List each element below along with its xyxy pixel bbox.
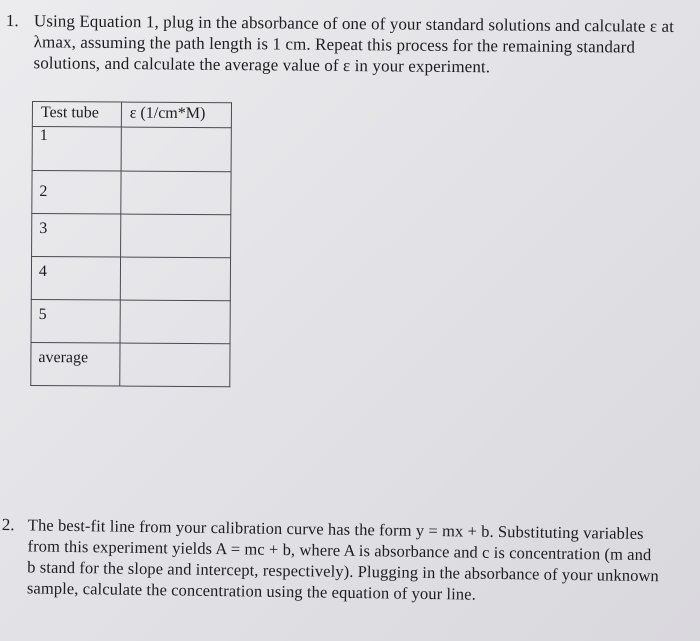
row-label: 3 — [39, 220, 48, 238]
table-row — [31, 299, 230, 343]
row-label-cell — [32, 171, 121, 215]
question-1-number: 1. — [5, 11, 19, 31]
epsilon-value-cell[interactable] — [121, 127, 231, 172]
question-2-text: The best-fit line from your calibration curve has the form y = mx + b. Substituting variables from this experiment yields A = mc + b, where A is absorbance and c is concentration (m and b stand for the slope and intercept, respectively). Plugging in the absorbance of your unknown sample, calculate the concentration using the equation of your line. — [26, 515, 659, 604]
epsilon-value-cell[interactable] — [120, 214, 230, 258]
question-2 — [0, 514, 660, 607]
question-2-number: 2. — [1, 515, 15, 535]
row-label: average — [38, 349, 89, 367]
row-label-cell — [31, 342, 120, 386]
header-test-tube: Test tube — [32, 102, 121, 128]
row-label-cell — [31, 299, 120, 343]
epsilon-average-cell[interactable] — [120, 343, 230, 387]
epsilon-value-cell[interactable] — [121, 171, 231, 215]
question-1 — [0, 10, 694, 79]
table-row — [32, 214, 231, 258]
row-label-cell — [32, 214, 121, 258]
epsilon-value-cell[interactable] — [120, 257, 230, 301]
epsilon-value-cell[interactable] — [120, 300, 230, 344]
absorptivity-table — [30, 101, 232, 387]
table-row — [31, 342, 230, 386]
row-label: 1 — [39, 127, 48, 145]
table-row — [32, 171, 231, 215]
row-label-cell — [32, 127, 121, 172]
table-header-row — [32, 102, 231, 128]
table-row — [32, 127, 231, 172]
row-label: 2 — [39, 183, 48, 201]
row-label-cell — [31, 257, 120, 301]
table-row — [31, 257, 230, 301]
row-label: 4 — [38, 263, 48, 281]
question-1-text: Using Equation 1, plug in the absorbance of one of your standard solutions and calculate ε at λmax, assuming the path length is 1 cm. Repeat this process for the remaining standard solutions, and calculate the average value of ε in your experiment. — [33, 11, 675, 77]
header-epsilon: ε (1/cm*M) — [121, 102, 231, 128]
row-label: 5 — [38, 306, 47, 324]
